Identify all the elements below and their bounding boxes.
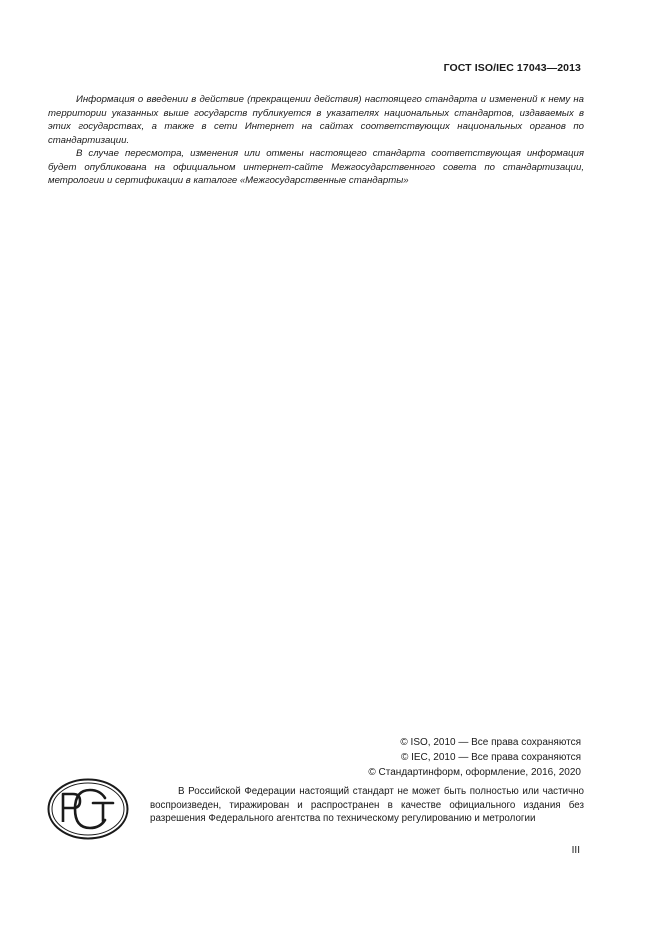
copyright-iec: © IEC, 2010 — Все права сохраняются [400,752,581,763]
info-paragraph-2: В случае пересмотра, изменения или отмены настоящего стандарта соответствующая информация будет опубликована на официальном интернет-сайте Межгосударственного совета по стандартизации, метрологии и сертификации в каталоге «Межгосударственные стандарты» [48,148,584,186]
publication-info [48,93,584,188]
standard-code: ГОСТ ISO/IEC 17043—2013 [443,62,581,74]
document-header [444,62,581,74]
copyright-iso: © ISO, 2010 — Все права сохраняются [400,737,581,748]
copyright-block [261,735,581,780]
rst-certification-mark-icon [47,778,129,840]
copyright-standartinform: © Стандартинформ, оформление, 2016, 2020 [368,767,581,778]
info-paragraph-1: Информация о введении в действие (прекращении действия) настоящего стандарта и изменений к нему на территории указанных выше государств публикуется в указателях национальных стандартов, издаваемых в этих государствах, а также в сети Интернет на сайтах соответствующих национальных органов по стандартизации. [48,94,584,146]
federation-notice: В Российской Федерации настоящий стандарт не может быть полностью или частично воспроизведен, тиражирован и распространен в качестве официального издания без разрешения Федерального агентства по техническому регулированию и метрологии [150,786,584,825]
page-number: III [571,845,580,856]
